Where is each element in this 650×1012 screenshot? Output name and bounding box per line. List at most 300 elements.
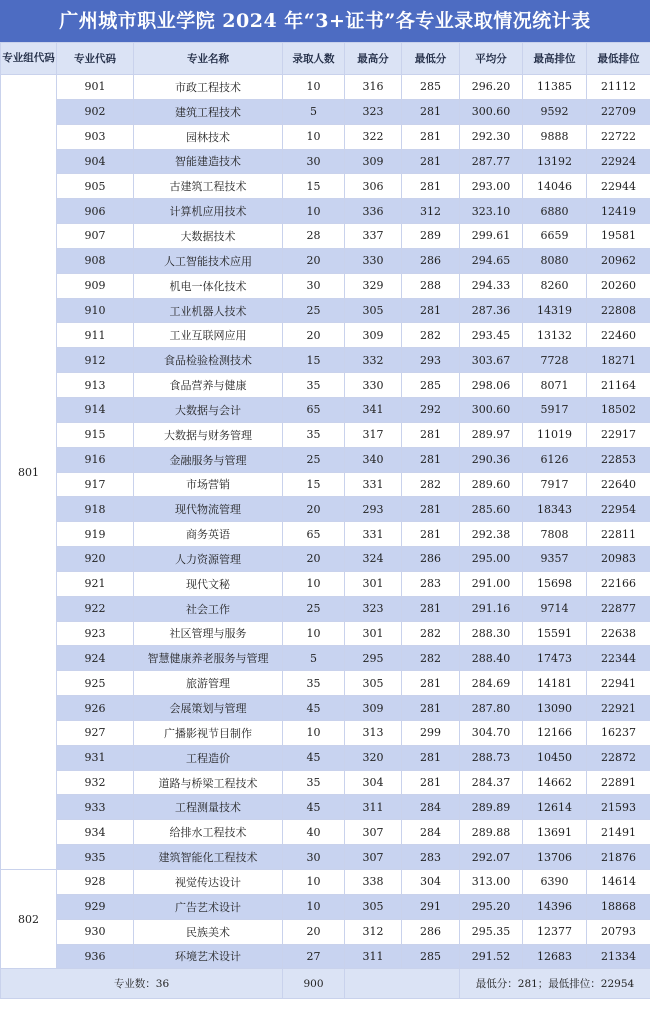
avg-score-cell: 289.89 [460, 795, 523, 820]
header-major-name: 专业名称 [134, 43, 283, 75]
admitted-count-cell: 10 [283, 124, 345, 149]
min-score-cell: 281 [402, 422, 460, 447]
min-score-cell: 281 [402, 174, 460, 199]
lowest-rank-cell: 22877 [587, 596, 650, 621]
avg-score-cell: 288.73 [460, 745, 523, 770]
major-code-cell: 932 [57, 770, 134, 795]
major-name-cell: 工业互联网应用 [134, 323, 283, 348]
lowest-rank-cell: 21876 [587, 845, 650, 870]
table-row [1, 323, 650, 348]
major-name-cell: 广告艺术设计 [134, 894, 283, 919]
avg-score-cell: 294.65 [460, 248, 523, 273]
min-score-cell: 283 [402, 571, 460, 596]
admitted-count-cell: 30 [283, 273, 345, 298]
min-score-cell: 299 [402, 720, 460, 745]
major-name-cell: 大数据与会计 [134, 397, 283, 422]
lowest-rank-cell: 18502 [587, 397, 650, 422]
best-rank-cell: 8080 [523, 248, 587, 273]
min-score-cell: 288 [402, 273, 460, 298]
avg-score-cell: 289.88 [460, 820, 523, 845]
max-score-cell: 317 [345, 422, 402, 447]
admitted-count-cell: 30 [283, 149, 345, 174]
major-name-cell: 园林技术 [134, 124, 283, 149]
major-name-cell: 金融服务与管理 [134, 447, 283, 472]
best-rank-cell: 13192 [523, 149, 587, 174]
summary-row [1, 969, 650, 999]
major-code-cell: 919 [57, 522, 134, 547]
lowest-rank-cell: 22344 [587, 646, 650, 671]
admitted-count-cell: 10 [283, 894, 345, 919]
admitted-count-cell: 5 [283, 646, 345, 671]
table-row [1, 174, 650, 199]
best-rank-cell: 8260 [523, 273, 587, 298]
lowest-rank-cell: 18271 [587, 348, 650, 373]
max-score-cell: 305 [345, 298, 402, 323]
max-score-cell: 307 [345, 820, 402, 845]
lowest-rank-cell: 22917 [587, 422, 650, 447]
max-score-cell: 307 [345, 845, 402, 870]
lowest-rank-cell: 20962 [587, 248, 650, 273]
table-row [1, 149, 650, 174]
best-rank-cell: 17473 [523, 646, 587, 671]
best-rank-cell: 15591 [523, 621, 587, 646]
major-name-cell: 旅游管理 [134, 671, 283, 696]
major-code-cell: 926 [57, 696, 134, 721]
avg-score-cell: 296.20 [460, 75, 523, 100]
max-score-cell: 332 [345, 348, 402, 373]
header-major-code: 专业代码 [57, 43, 134, 75]
major-name-cell: 食品检验检测技术 [134, 348, 283, 373]
max-score-cell: 323 [345, 596, 402, 621]
lowest-rank-cell: 22924 [587, 149, 650, 174]
max-score-cell: 306 [345, 174, 402, 199]
header-min-score: 最低分 [402, 43, 460, 75]
best-rank-cell: 9888 [523, 124, 587, 149]
major-name-cell: 社会工作 [134, 596, 283, 621]
avg-score-cell: 289.60 [460, 472, 523, 497]
avg-score-cell: 292.30 [460, 124, 523, 149]
table-row [1, 124, 650, 149]
lowest-rank-cell: 20793 [587, 919, 650, 944]
admitted-count-cell: 10 [283, 870, 345, 895]
best-rank-cell: 12377 [523, 919, 587, 944]
best-rank-cell: 11385 [523, 75, 587, 100]
admitted-count-cell: 45 [283, 745, 345, 770]
major-code-cell: 936 [57, 944, 134, 969]
avg-score-cell: 300.60 [460, 99, 523, 124]
major-name-cell: 计算机应用技术 [134, 199, 283, 224]
admitted-count-cell: 10 [283, 720, 345, 745]
lowest-rank-cell: 22722 [587, 124, 650, 149]
major-code-cell: 928 [57, 870, 134, 895]
min-score-cell: 281 [402, 522, 460, 547]
admitted-count-cell: 25 [283, 298, 345, 323]
best-rank-cell: 7808 [523, 522, 587, 547]
table-row [1, 373, 650, 398]
group-code-cell: 802 [1, 870, 57, 969]
avg-score-cell: 284.69 [460, 671, 523, 696]
major-code-cell: 909 [57, 273, 134, 298]
avg-score-cell: 293.45 [460, 323, 523, 348]
lowest-rank-cell: 21112 [587, 75, 650, 100]
min-score-cell: 284 [402, 795, 460, 820]
min-score-cell: 285 [402, 944, 460, 969]
max-score-cell: 331 [345, 522, 402, 547]
admitted-count-cell: 40 [283, 820, 345, 845]
best-rank-cell: 8071 [523, 373, 587, 398]
major-name-cell: 人工智能技术应用 [134, 248, 283, 273]
lowest-rank-cell: 22954 [587, 497, 650, 522]
avg-score-cell: 303.67 [460, 348, 523, 373]
avg-score-cell: 292.07 [460, 845, 523, 870]
best-rank-cell: 12683 [523, 944, 587, 969]
min-score-cell: 281 [402, 497, 460, 522]
major-code-cell: 916 [57, 447, 134, 472]
min-score-cell: 284 [402, 820, 460, 845]
best-rank-cell: 5917 [523, 397, 587, 422]
best-rank-cell: 11019 [523, 422, 587, 447]
admitted-count-cell: 25 [283, 447, 345, 472]
best-rank-cell: 13691 [523, 820, 587, 845]
best-rank-cell: 9714 [523, 596, 587, 621]
avg-score-cell: 287.80 [460, 696, 523, 721]
best-rank-cell: 13706 [523, 845, 587, 870]
major-code-cell: 922 [57, 596, 134, 621]
admitted-count-cell: 20 [283, 497, 345, 522]
best-rank-cell: 6126 [523, 447, 587, 472]
major-code-cell: 911 [57, 323, 134, 348]
major-code-cell: 918 [57, 497, 134, 522]
avg-score-cell: 285.60 [460, 497, 523, 522]
max-score-cell: 309 [345, 149, 402, 174]
admitted-count-cell: 45 [283, 696, 345, 721]
admitted-count-cell: 27 [283, 944, 345, 969]
avg-score-cell: 287.36 [460, 298, 523, 323]
major-code-cell: 908 [57, 248, 134, 273]
best-rank-cell: 18343 [523, 497, 587, 522]
major-code-cell: 904 [57, 149, 134, 174]
min-score-cell: 281 [402, 124, 460, 149]
min-score-cell: 281 [402, 696, 460, 721]
lowest-rank-cell: 19581 [587, 224, 650, 249]
admitted-count-cell: 20 [283, 323, 345, 348]
min-score-cell: 286 [402, 919, 460, 944]
avg-score-cell: 287.77 [460, 149, 523, 174]
admitted-count-cell: 15 [283, 472, 345, 497]
avg-score-cell: 300.60 [460, 397, 523, 422]
max-score-cell: 322 [345, 124, 402, 149]
major-name-cell: 大数据技术 [134, 224, 283, 249]
header-best-rank: 最高排位 [523, 43, 587, 75]
best-rank-cell: 12614 [523, 795, 587, 820]
lowest-rank-cell: 22460 [587, 323, 650, 348]
lowest-rank-cell: 22709 [587, 99, 650, 124]
lowest-rank-cell: 22921 [587, 696, 650, 721]
major-code-cell: 907 [57, 224, 134, 249]
best-rank-cell: 14181 [523, 671, 587, 696]
major-code-cell: 902 [57, 99, 134, 124]
major-code-cell: 903 [57, 124, 134, 149]
table-title: 广州城市职业学院 2024 年“3+证书”各专业录取情况统计表 [0, 0, 650, 42]
major-code-cell: 912 [57, 348, 134, 373]
table-row [1, 497, 650, 522]
min-score-cell: 286 [402, 248, 460, 273]
lowest-rank-cell: 20983 [587, 547, 650, 572]
summary-min-info: 最低分：281；最低排位：22954 [460, 969, 650, 999]
table-row [1, 770, 650, 795]
min-score-cell: 293 [402, 348, 460, 373]
min-score-cell: 282 [402, 621, 460, 646]
min-score-cell: 281 [402, 149, 460, 174]
major-code-cell: 933 [57, 795, 134, 820]
max-score-cell: 337 [345, 224, 402, 249]
max-score-cell: 323 [345, 99, 402, 124]
table-row [1, 422, 650, 447]
avg-score-cell: 295.35 [460, 919, 523, 944]
best-rank-cell: 13132 [523, 323, 587, 348]
header-row [1, 43, 650, 75]
major-name-cell: 市场营销 [134, 472, 283, 497]
avg-score-cell: 295.00 [460, 547, 523, 572]
header-admitted: 录取人数 [283, 43, 345, 75]
table-row [1, 671, 650, 696]
summary-major-count: 专业数：36 [1, 969, 283, 999]
max-score-cell: 304 [345, 770, 402, 795]
max-score-cell: 301 [345, 621, 402, 646]
table-row [1, 472, 650, 497]
table-row [1, 870, 650, 895]
major-name-cell: 环境艺术设计 [134, 944, 283, 969]
table-row [1, 845, 650, 870]
best-rank-cell: 9357 [523, 547, 587, 572]
lowest-rank-cell: 22944 [587, 174, 650, 199]
major-name-cell: 建筑工程技术 [134, 99, 283, 124]
avg-score-cell: 291.00 [460, 571, 523, 596]
table-row [1, 745, 650, 770]
best-rank-cell: 14046 [523, 174, 587, 199]
header-group-code: 专业组代码 [1, 43, 57, 75]
table-row [1, 273, 650, 298]
avg-score-cell: 299.61 [460, 224, 523, 249]
table-row [1, 298, 650, 323]
max-score-cell: 311 [345, 944, 402, 969]
major-name-cell: 大数据与财务管理 [134, 422, 283, 447]
min-score-cell: 286 [402, 547, 460, 572]
lowest-rank-cell: 22891 [587, 770, 650, 795]
avg-score-cell: 289.97 [460, 422, 523, 447]
lowest-rank-cell: 16237 [587, 720, 650, 745]
max-score-cell: 324 [345, 547, 402, 572]
lowest-rank-cell: 22853 [587, 447, 650, 472]
lowest-rank-cell: 14614 [587, 870, 650, 895]
major-code-cell: 905 [57, 174, 134, 199]
min-score-cell: 289 [402, 224, 460, 249]
major-code-cell: 910 [57, 298, 134, 323]
best-rank-cell: 14396 [523, 894, 587, 919]
table-row [1, 944, 650, 969]
admitted-count-cell: 65 [283, 522, 345, 547]
max-score-cell: 340 [345, 447, 402, 472]
table-row [1, 621, 650, 646]
summary-total-admitted: 900 [283, 969, 345, 999]
admitted-count-cell: 20 [283, 547, 345, 572]
avg-score-cell: 298.06 [460, 373, 523, 398]
min-score-cell: 281 [402, 99, 460, 124]
major-code-cell: 925 [57, 671, 134, 696]
min-score-cell: 282 [402, 323, 460, 348]
lowest-rank-cell: 12419 [587, 199, 650, 224]
major-name-cell: 智慧健康养老服务与管理 [134, 646, 283, 671]
best-rank-cell: 6880 [523, 199, 587, 224]
best-rank-cell: 14662 [523, 770, 587, 795]
min-score-cell: 281 [402, 745, 460, 770]
admitted-count-cell: 15 [283, 348, 345, 373]
admitted-count-cell: 30 [283, 845, 345, 870]
min-score-cell: 285 [402, 373, 460, 398]
lowest-rank-cell: 22166 [587, 571, 650, 596]
max-score-cell: 295 [345, 646, 402, 671]
max-score-cell: 293 [345, 497, 402, 522]
admitted-count-cell: 10 [283, 75, 345, 100]
min-score-cell: 285 [402, 75, 460, 100]
table-row [1, 894, 650, 919]
major-name-cell: 道路与桥梁工程技术 [134, 770, 283, 795]
table-row [1, 224, 650, 249]
table-row [1, 397, 650, 422]
major-name-cell: 市政工程技术 [134, 75, 283, 100]
major-code-cell: 923 [57, 621, 134, 646]
admitted-count-cell: 20 [283, 919, 345, 944]
table-row [1, 447, 650, 472]
table-row [1, 696, 650, 721]
lowest-rank-cell: 21593 [587, 795, 650, 820]
avg-score-cell: 291.52 [460, 944, 523, 969]
min-score-cell: 291 [402, 894, 460, 919]
best-rank-cell: 13090 [523, 696, 587, 721]
admitted-count-cell: 35 [283, 373, 345, 398]
max-score-cell: 320 [345, 745, 402, 770]
max-score-cell: 305 [345, 894, 402, 919]
max-score-cell: 312 [345, 919, 402, 944]
avg-score-cell: 323.10 [460, 199, 523, 224]
major-name-cell: 广播影视节目制作 [134, 720, 283, 745]
best-rank-cell: 15698 [523, 571, 587, 596]
min-score-cell: 281 [402, 298, 460, 323]
avg-score-cell: 313.00 [460, 870, 523, 895]
major-name-cell: 给排水工程技术 [134, 820, 283, 845]
min-score-cell: 282 [402, 646, 460, 671]
header-avg-score: 平均分 [460, 43, 523, 75]
lowest-rank-cell: 22808 [587, 298, 650, 323]
admitted-count-cell: 35 [283, 770, 345, 795]
min-score-cell: 281 [402, 596, 460, 621]
lowest-rank-cell: 22872 [587, 745, 650, 770]
avg-score-cell: 304.70 [460, 720, 523, 745]
major-code-cell: 906 [57, 199, 134, 224]
admission-table [0, 42, 650, 999]
major-code-cell: 927 [57, 720, 134, 745]
major-name-cell: 工程造价 [134, 745, 283, 770]
max-score-cell: 329 [345, 273, 402, 298]
best-rank-cell: 14319 [523, 298, 587, 323]
admitted-count-cell: 35 [283, 422, 345, 447]
lowest-rank-cell: 22941 [587, 671, 650, 696]
table-row [1, 199, 650, 224]
avg-score-cell: 284.37 [460, 770, 523, 795]
avg-score-cell: 294.33 [460, 273, 523, 298]
major-name-cell: 视觉传达设计 [134, 870, 283, 895]
admitted-count-cell: 28 [283, 224, 345, 249]
major-name-cell: 民族美术 [134, 919, 283, 944]
summary-spacer [345, 969, 460, 999]
table-row [1, 596, 650, 621]
major-name-cell: 工业机器人技术 [134, 298, 283, 323]
max-score-cell: 305 [345, 671, 402, 696]
major-name-cell: 建筑智能化工程技术 [134, 845, 283, 870]
max-score-cell: 309 [345, 323, 402, 348]
max-score-cell: 330 [345, 248, 402, 273]
table-row [1, 795, 650, 820]
major-code-cell: 917 [57, 472, 134, 497]
table-row [1, 248, 650, 273]
major-code-cell: 920 [57, 547, 134, 572]
lowest-rank-cell: 22811 [587, 522, 650, 547]
max-score-cell: 311 [345, 795, 402, 820]
max-score-cell: 309 [345, 696, 402, 721]
major-name-cell: 现代物流管理 [134, 497, 283, 522]
table-body [1, 75, 650, 969]
major-code-cell: 935 [57, 845, 134, 870]
avg-score-cell: 293.00 [460, 174, 523, 199]
header-lowest-rank: 最低排位 [587, 43, 650, 75]
best-rank-cell: 6390 [523, 870, 587, 895]
max-score-cell: 338 [345, 870, 402, 895]
admitted-count-cell: 10 [283, 199, 345, 224]
admitted-count-cell: 10 [283, 571, 345, 596]
max-score-cell: 330 [345, 373, 402, 398]
major-code-cell: 913 [57, 373, 134, 398]
min-score-cell: 283 [402, 845, 460, 870]
major-code-cell: 924 [57, 646, 134, 671]
table-row [1, 820, 650, 845]
major-name-cell: 工程测量技术 [134, 795, 283, 820]
lowest-rank-cell: 20260 [587, 273, 650, 298]
table-row [1, 720, 650, 745]
admitted-count-cell: 5 [283, 99, 345, 124]
major-code-cell: 914 [57, 397, 134, 422]
max-score-cell: 331 [345, 472, 402, 497]
avg-score-cell: 288.30 [460, 621, 523, 646]
best-rank-cell: 9592 [523, 99, 587, 124]
avg-score-cell: 295.20 [460, 894, 523, 919]
max-score-cell: 316 [345, 75, 402, 100]
major-name-cell: 人力资源管理 [134, 547, 283, 572]
max-score-cell: 301 [345, 571, 402, 596]
max-score-cell: 336 [345, 199, 402, 224]
table-row [1, 646, 650, 671]
avg-score-cell: 290.36 [460, 447, 523, 472]
best-rank-cell: 12166 [523, 720, 587, 745]
admitted-count-cell: 35 [283, 671, 345, 696]
group-code-cell: 801 [1, 75, 57, 870]
min-score-cell: 282 [402, 472, 460, 497]
table-row [1, 522, 650, 547]
major-name-cell: 会展策划与管理 [134, 696, 283, 721]
major-code-cell: 930 [57, 919, 134, 944]
major-code-cell: 934 [57, 820, 134, 845]
major-name-cell: 古建筑工程技术 [134, 174, 283, 199]
lowest-rank-cell: 18868 [587, 894, 650, 919]
